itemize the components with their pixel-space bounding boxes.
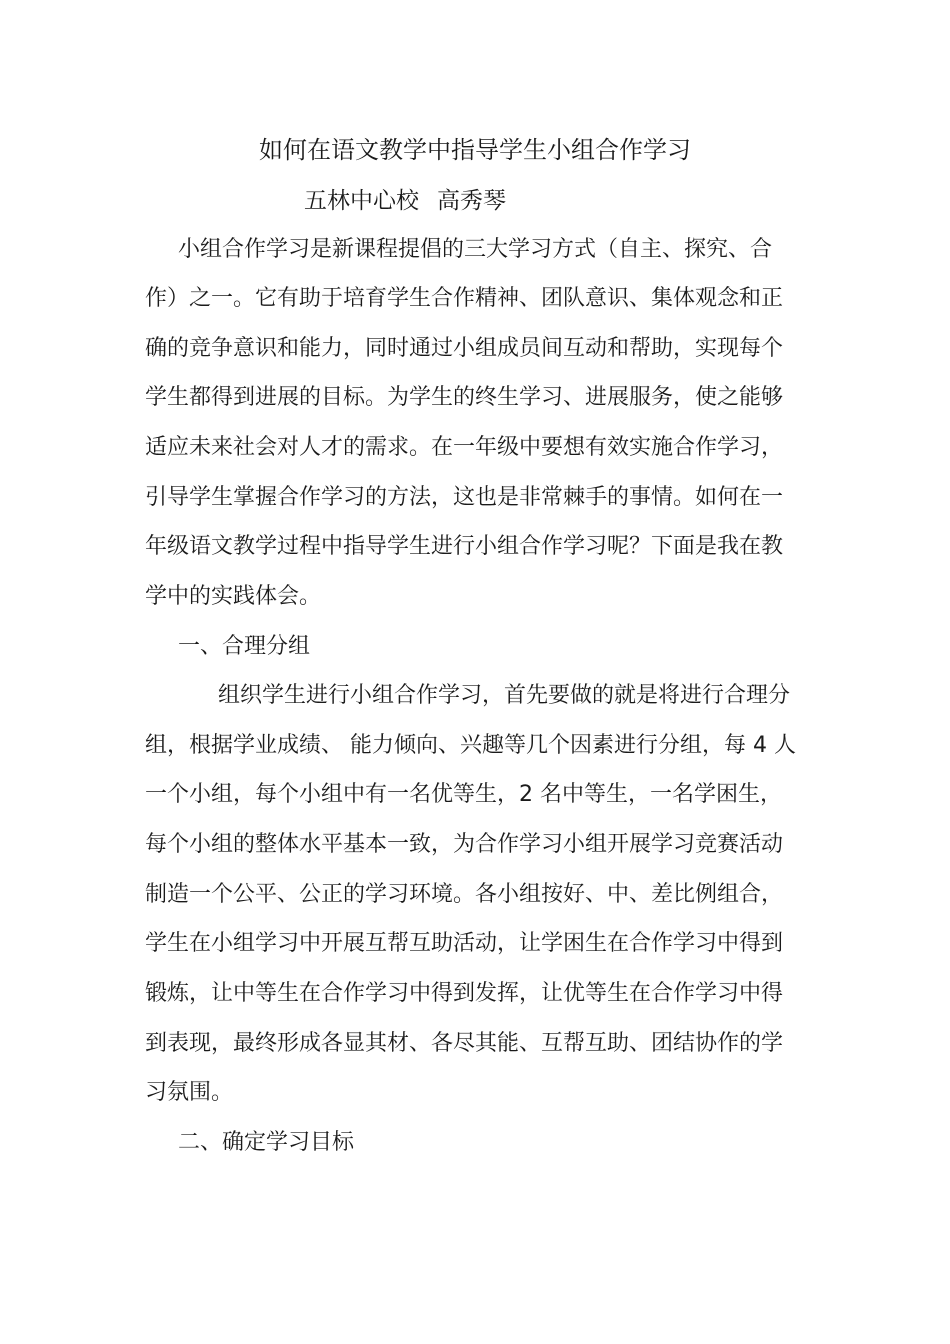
paragraph-line: 组织学生进行小组合作学习，首先要做的就是将进行合理分 bbox=[218, 683, 791, 708]
paragraph-line: 作）之一。它有助于培育学生合作精神、团队意识、集体观念和正 bbox=[145, 286, 784, 311]
paragraph-line: 适应未来社会对人才的需求。在一年级中要想有效实施合作学习， bbox=[145, 435, 784, 460]
author-school: 五林中心校 bbox=[304, 188, 419, 214]
paragraph-line: 组，根据学业成绩、 能力倾向、兴趣等几个因素进行分组，每 4 人 bbox=[145, 733, 796, 758]
paragraph-line: 学生在小组学习中开展互帮互助活动，让学困生在合作学习中得到 bbox=[145, 931, 784, 956]
paragraph-line: 引导学生掌握合作学习的方法，这也是非常棘手的事情。如何在一 bbox=[145, 485, 784, 510]
paragraph-line: 学中的实践体会。 bbox=[145, 584, 322, 609]
section-heading-2: 二、确定学习目标 bbox=[178, 1130, 355, 1155]
paragraph-line: 锻炼，让中等生在合作学习中得到发挥，让优等生在合作学习中得 bbox=[145, 981, 784, 1006]
paragraph-line: 确的竞争意识和能力，同时通过小组成员间互动和帮助，实现每个 bbox=[145, 336, 784, 361]
author-name: 高秀琴 bbox=[437, 188, 506, 214]
document-title: 如何在语文教学中指导学生小组合作学习 bbox=[259, 136, 691, 164]
paragraph-line: 每个小组的整体水平基本一致，为合作学习小组开展学习竞赛活动 bbox=[145, 832, 784, 857]
paragraph-line: 制造一个公平、公正的学习环境。各小组按好、中、差比例组合， bbox=[145, 882, 784, 907]
paragraph-line: 到表现，最终形成各显其材、各尽其能、互帮互助、团结协作的学 bbox=[145, 1031, 784, 1056]
paragraph-line: 学生都得到进展的目标。为学生的终生学习、进展服务，使之能够 bbox=[145, 385, 784, 410]
paragraph-line: 一个小组，每个小组中有一名优等生，2 名中等生，一名学困生， bbox=[145, 782, 782, 807]
paragraph-line: 年级语文教学过程中指导学生进行小组合作学习呢？下面是我在教 bbox=[145, 534, 784, 559]
paragraph-line: 小组合作学习是新课程提倡的三大学习方式（自主、探究、合 bbox=[178, 237, 773, 262]
paragraph-line: 习氛围。 bbox=[145, 1080, 234, 1105]
section-heading-1: 一、合理分组 bbox=[178, 634, 311, 659]
author-line bbox=[304, 181, 506, 221]
